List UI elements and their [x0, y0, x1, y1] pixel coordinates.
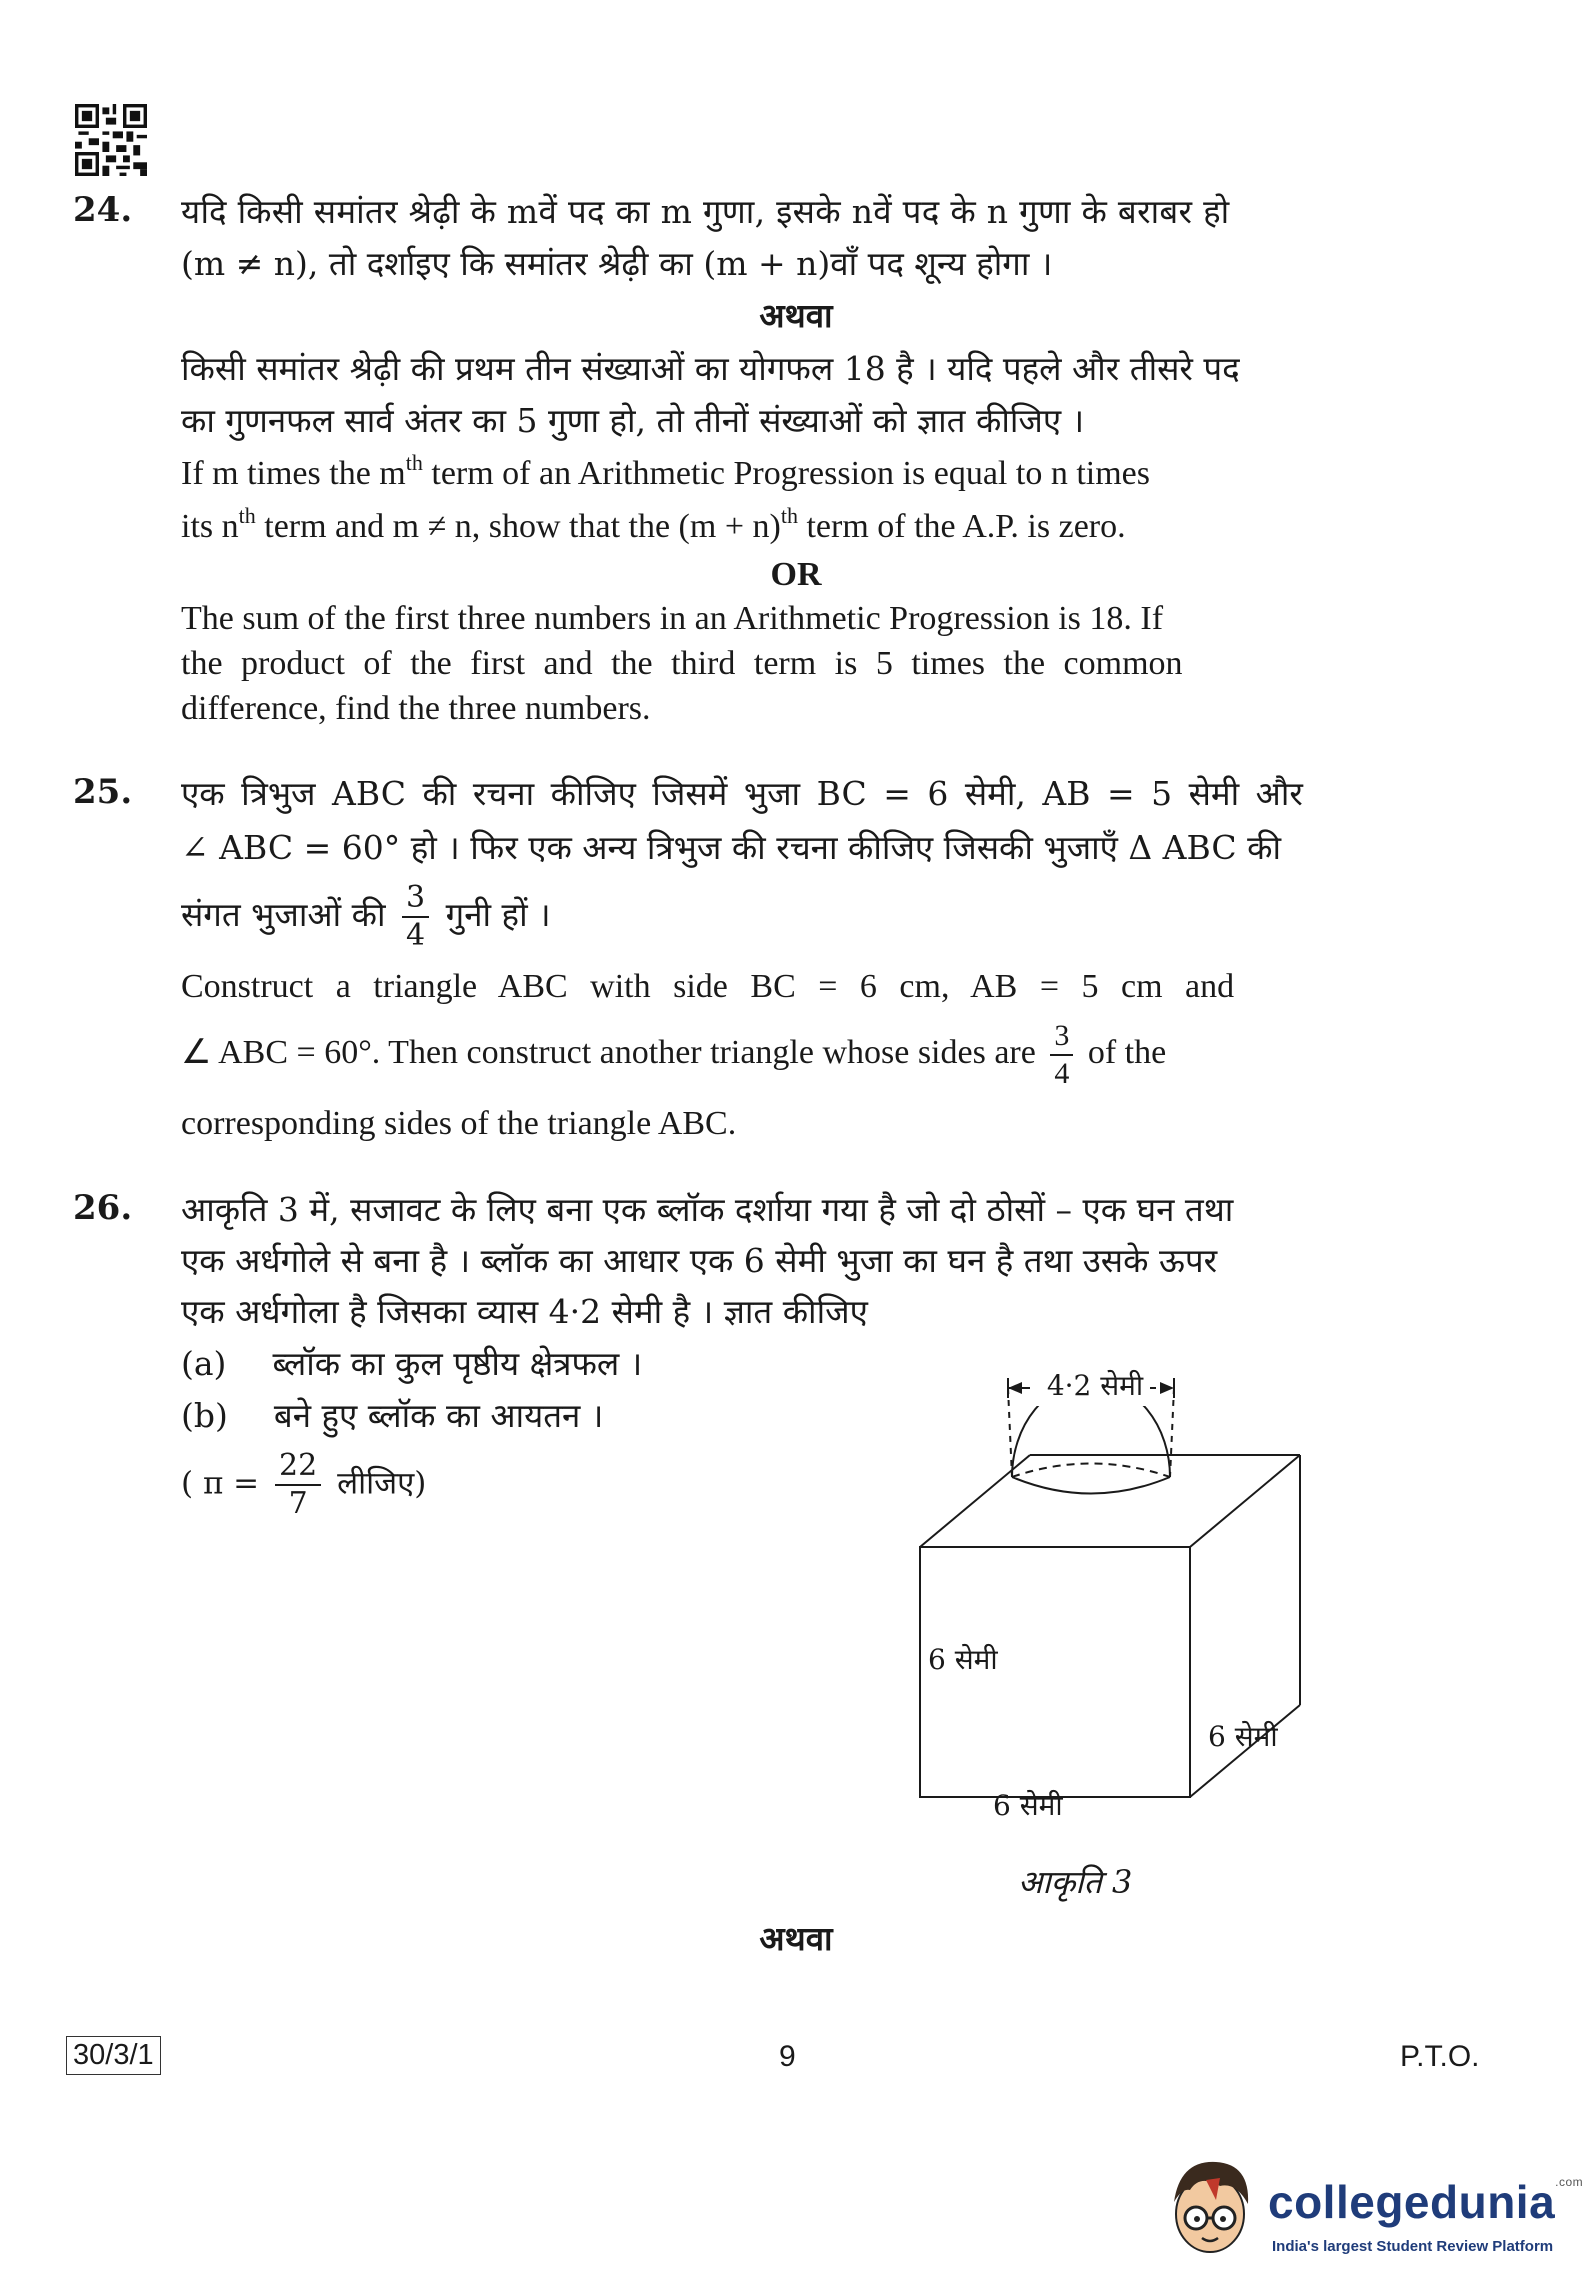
q24-alt-english-line1: The sum of the first three numbers in an Arithmetic Progression is 18. If	[181, 600, 1164, 637]
q24-alt-hindi-line1: किसी समांतर श्रेढ़ी की प्रथम तीन संख्याओं का योगफल 18 है । यदि पहले और तीसरे पद	[181, 349, 1240, 388]
q25-hindi-line1: एक त्रिभुज ABC की रचना कीजिए जिसमें भुजा BC = 6 सेमी, AB = 5 सेमी और	[181, 774, 1303, 813]
question-number: 25.	[73, 772, 133, 812]
q25-english-line3: corresponding sides of the triangle ABC.	[181, 1105, 737, 1142]
q26-or-hindi: अथवा	[759, 1919, 833, 1958]
hemisphere-base-back	[1012, 1464, 1170, 1478]
pto-label: P.T.O.	[1400, 2040, 1480, 2073]
watermark-tagline: India's largest Student Review Platform	[1272, 2238, 1554, 2255]
part-a: (a) ब्लॉक का कुल पृष्ठीय क्षेत्रफल ।	[181, 1344, 643, 1383]
qr-code	[75, 104, 147, 176]
arrow-left-icon	[1008, 1382, 1022, 1394]
q24-or-english: OR	[770, 556, 822, 593]
q24-english-line1: If m times the $m^{th}$ term of an Arithmetic Progression is equal to n times	[181, 450, 1150, 492]
q25-english-line2: ∠ ABC = 60°. Then construct another triangle whose sides are $\frac{3}{4}$ of the	[181, 1019, 1167, 1090]
height-label: 6 सेमी	[928, 1643, 998, 1676]
guide-line	[1008, 1388, 1012, 1477]
q24-alt-hindi-line2: का गुणनफल सार्व अंतर का 5 गुणा हो, तो तीनों संख्याओं को ज्ञात कीजिए ।	[181, 401, 1085, 440]
q25-hindi-line2: ∠ ABC = 60° हो । फिर एक अन्य त्रिभुज की रचना कीजिए जिसकी भुजाएँ Δ ABC की	[181, 828, 1282, 867]
cube-edge	[920, 1455, 1030, 1547]
fraction-three-quarters-en: $\frac{3}{4}$	[1050, 1018, 1073, 1092]
figure-cube-hemisphere	[900, 1360, 1320, 1830]
collegedunia-mascot-icon	[1160, 2152, 1260, 2272]
diameter-label: 4·2 सेमी	[1046, 1369, 1144, 1402]
question-number: 24.	[73, 190, 133, 230]
q24-hindi-line2: (m ≠ n), तो दर्शाइए कि समांतर श्रेढ़ी का (m + n)वाँ पद शून्य होगा ।	[181, 244, 1053, 283]
q26-hindi-line3: एक अर्धगोला है जिसका व्यास 4·2 सेमी है । ज्ञात कीजिए	[181, 1292, 868, 1331]
depth-label: 6 सेमी	[1208, 1720, 1278, 1753]
width-label: 6 सेमी	[993, 1789, 1063, 1822]
cube-edge	[1190, 1455, 1300, 1547]
paper-code: 30/3/1	[66, 2036, 161, 2075]
fraction-22-7: $\frac{22}{7}$	[275, 1448, 321, 1522]
q25-hindi-line3: संगत भुजाओं की $\frac{3}{4}$ गुनी हों ।	[181, 880, 551, 953]
q24-alt-english-line3: difference, find the three numbers.	[181, 690, 651, 727]
q24-hindi-line1: यदि किसी समांतर श्रेढ़ी के mवें पद का m गुणा, इसके nवें पद के n गुणा के बराबर हो	[181, 192, 1230, 231]
q24-english-line2: its $n^{th}$ term and m ≠ n, show that the $(m + n)^{th}$ term of the A.P. is zero.	[181, 503, 1126, 545]
q24-alt-english-line2: the product of the first and the third term is 5 times the common	[181, 645, 1183, 682]
fraction-three-quarters: $\frac{3}{4}$	[402, 880, 429, 954]
question-number: 26.	[73, 1188, 133, 1228]
q25-english-line1: Construct a triangle ABC with side BC = 6 cm, AB = 5 cm and	[181, 968, 1235, 1005]
figure-caption: आकृति 3	[1018, 1863, 1133, 1901]
page-number: 9	[779, 2040, 796, 2073]
arrow-right-icon	[1160, 1382, 1174, 1394]
q26-hindi-line2: एक अर्धगोले से बना है । ब्लॉक का आधार एक 6 सेमी भुजा का घन है तथा उसके ऊपर	[181, 1241, 1218, 1280]
guide-line	[1170, 1388, 1174, 1477]
q24-or-hindi: अथवा	[759, 296, 833, 335]
q26-hindi-line1: आकृति 3 में, सजावट के लिए बना एक ब्लॉक दर्शाया गया है जो दो ठोसों – एक घन तथा	[181, 1190, 1234, 1229]
pi-note: ( π = $\frac{22}{7}$ लीजिए)	[181, 1448, 427, 1521]
watermark-brand: collegedunia$^{.com}$	[1268, 2175, 1583, 2228]
hemisphere-base-front	[1012, 1477, 1170, 1494]
part-b: (b) बने हुए ब्लॉक का आयतन ।	[181, 1396, 604, 1435]
